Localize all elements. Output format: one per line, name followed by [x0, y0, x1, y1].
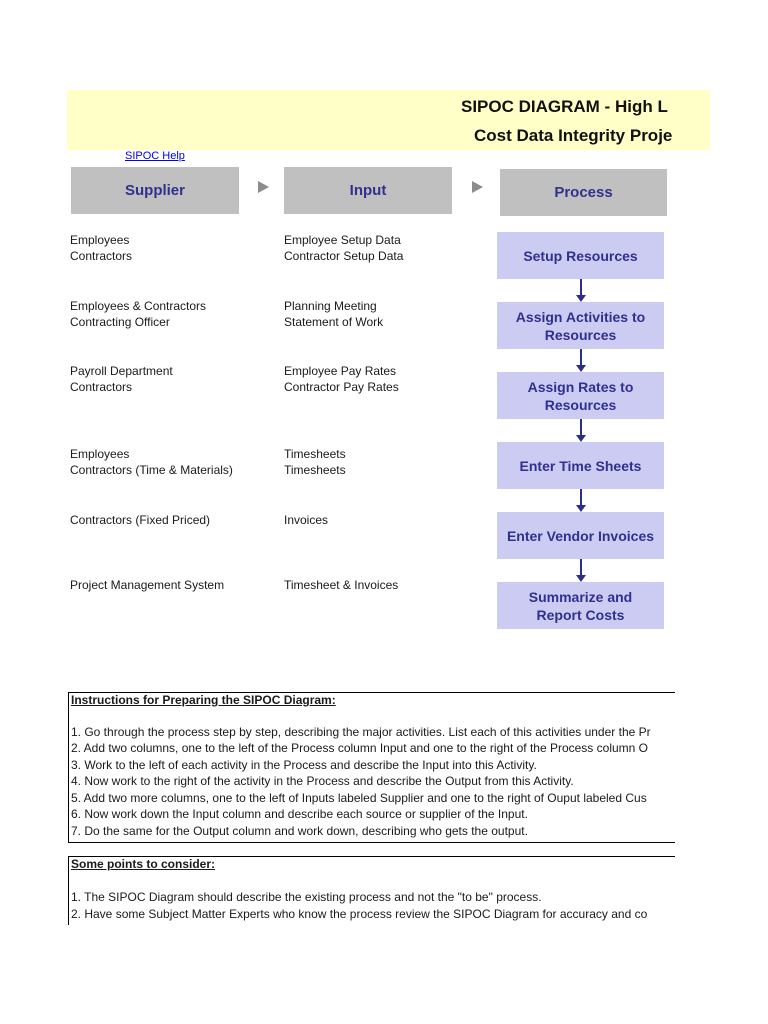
diagram-title: SIPOC DIAGRAM - High L	[461, 97, 668, 116]
input-text: Employee Setup Data	[284, 233, 401, 247]
instructions-heading: Instructions for Preparing the SIPOC Diagram:	[71, 693, 336, 707]
input-text: Timesheet & Invoices	[284, 578, 399, 592]
flow-connector	[580, 559, 582, 576]
supplier-text: Contractors (Fixed Priced)	[70, 513, 211, 527]
flow-connector	[580, 279, 582, 296]
process-header: Process	[500, 169, 667, 216]
points-section	[68, 856, 675, 925]
process-step-box[interactable]: Enter Vendor Invoices	[497, 512, 664, 559]
supplier-text: Contractors	[70, 380, 133, 394]
input-text: Statement of Work	[284, 315, 384, 329]
process-step-box[interactable]: Assign Rates to Resources	[497, 372, 664, 419]
instruction-line: 7. Do the same for the Output column and work down, describing who gets the output.	[71, 824, 528, 838]
instruction-line: 3. Work to the left of each activity in the Process and describe the Input into this Activity.	[71, 758, 537, 772]
supplier-cell	[70, 232, 132, 264]
point-line: 2. Have some Subject Matter Experts who know the process review the SIPOC Diagram for accuracy and co	[71, 907, 648, 921]
down-arrow-icon	[576, 505, 586, 512]
supplier-text: Employees	[70, 447, 130, 461]
supplier-text: Project Management System	[70, 578, 225, 592]
supplier-cell	[70, 298, 206, 330]
instructions-section	[68, 692, 675, 843]
point-line: 1. The SIPOC Diagram should describe the existing process and not the "to be" process.	[71, 890, 542, 904]
instruction-line: 2. Add two columns, one to the left of the Process column Input and one to the right of the Process column O	[71, 741, 648, 755]
points-heading: Some points to consider:	[71, 857, 216, 871]
supplier-cell	[70, 446, 233, 478]
process-step-box[interactable]: Setup Resources	[497, 232, 664, 279]
flow-connector	[580, 349, 582, 366]
input-text: Employee Pay Rates	[284, 364, 397, 378]
right-arrow-icon	[472, 181, 483, 193]
input-text: Planning Meeting	[284, 299, 377, 313]
supplier-text: Payroll Department	[70, 364, 173, 378]
supplier-text: Employees & Contractors	[70, 299, 207, 313]
input-cell	[284, 512, 328, 528]
down-arrow-icon	[576, 365, 586, 372]
instruction-line: 5. Add two more columns, one to the left of Inputs labeled Supplier and one to the right of Ouput labeled Cus	[71, 791, 647, 805]
down-arrow-icon	[576, 575, 586, 582]
process-step-box[interactable]: Enter Time Sheets	[497, 442, 664, 489]
supplier-cell	[70, 577, 224, 593]
input-cell	[284, 446, 346, 478]
right-arrow-icon	[258, 181, 269, 193]
input-cell	[284, 577, 398, 593]
input-text: Contractor Pay Rates	[284, 380, 399, 394]
supplier-text: Contractors	[70, 249, 133, 263]
input-cell	[284, 298, 383, 330]
supplier-text: Employees	[70, 233, 130, 247]
input-text: Timesheets	[284, 463, 346, 477]
input-text: Timesheets	[284, 447, 346, 461]
project-title: Cost Data Integrity Proje	[474, 126, 673, 145]
input-header: Input	[284, 167, 452, 214]
flow-connector	[580, 489, 582, 506]
process-step-box[interactable]: Assign Activities to Resources	[497, 302, 664, 349]
supplier-cell	[70, 512, 210, 528]
input-cell	[284, 363, 399, 395]
process-step-box[interactable]: Summarize and Report Costs	[497, 582, 664, 629]
supplier-cell	[70, 363, 173, 395]
input-cell	[284, 232, 403, 264]
sipoc-help-link[interactable]: SIPOC Help	[125, 150, 185, 162]
supplier-header: Supplier	[71, 167, 239, 214]
instruction-line: 1. Go through the process step by step, describing the major activities. List each of this activities under the Pr	[71, 725, 651, 739]
instruction-line: 4. Now work to the right of the activity in the Process and describe the Output from this Activity.	[71, 774, 574, 788]
flow-connector	[580, 419, 582, 436]
input-text: Contractor Setup Data	[284, 249, 404, 263]
down-arrow-icon	[576, 435, 586, 442]
supplier-text: Contracting Officer	[70, 315, 170, 329]
instruction-line: 6. Now work down the Input column and describe each source or supplier of the Input.	[71, 807, 528, 821]
input-text: Invoices	[284, 513, 329, 527]
down-arrow-icon	[576, 295, 586, 302]
supplier-text: Contractors (Time & Materials)	[70, 463, 233, 477]
